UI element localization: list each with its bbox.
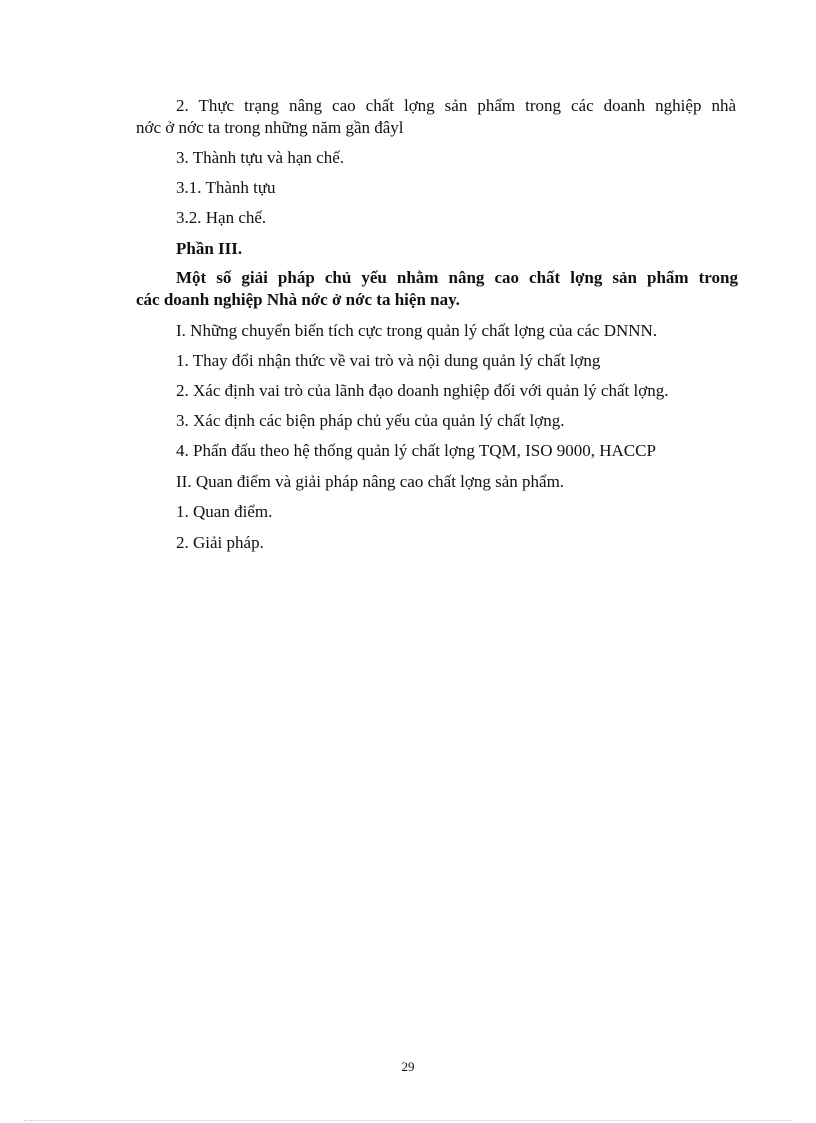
text-line-positive-changes: I. Những chuyển biến tích cực trong quản lý chất lợng của các DNNN. — [176, 321, 658, 340]
text-line-viewpoints: 1. Quan điểm. — [176, 502, 273, 521]
page-bottom-divider — [24, 1120, 792, 1121]
text-line-achievements: 3.1. Thành tựu — [176, 178, 276, 197]
text-line-limitations: 3.2. Hạn chế. — [176, 208, 267, 227]
text-line-status-heading-part2: nớc ở nớc ta trong những năm gần đâyl — [136, 118, 404, 137]
text-line-main-measures: 3. Xác định các biện pháp chủ yếu của quản lý chất lợng. — [176, 411, 565, 430]
text-line-change-awareness: 1. Thay đổi nhận thức về vai trò và nội dung quản lý chất lợng — [176, 351, 601, 370]
text-line-viewpoints-solutions: II. Quan điểm và giải pháp nâng cao chất lợng sản phẩm. — [176, 472, 565, 491]
section-title-part1: Một số giải pháp chủ yếu nhằm nâng cao chất lợng sản phẩm trong — [176, 268, 738, 287]
section-title-part2: các doanh nghiệp Nhà nớc ở nớc ta hiện nay. — [136, 290, 460, 309]
text-line-status-heading-part1: 2. Thực trạng nâng cao chất lợng sản phẩm trong các doanh nghiệp nhà — [176, 96, 736, 115]
text-line-solutions: 2. Giải pháp. — [176, 533, 264, 552]
section-heading-part-iii: Phần III. — [176, 239, 243, 258]
text-line-leadership-role: 2. Xác định vai trò của lãnh đạo doanh nghiệp đối với quản lý chất lợng. — [176, 381, 669, 400]
text-line-achievements-limitations: 3. Thành tựu và hạn chế. — [176, 148, 344, 167]
text-line-quality-systems: 4. Phấn đấu theo hệ thống quản lý chất lợng TQM, ISO 9000, HACCP — [176, 441, 656, 460]
page-number: 29 — [401, 1059, 415, 1074]
